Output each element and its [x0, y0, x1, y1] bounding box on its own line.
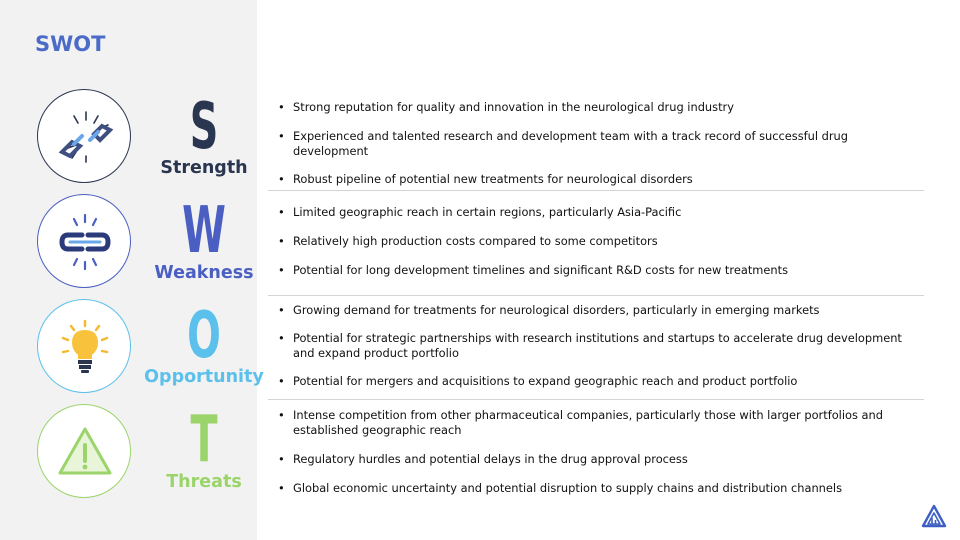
- company-logo-icon: [921, 504, 947, 528]
- opportunity-bullet-2: • Potential for strategic partnerships with research institutions and startups to accelerate drug development and expand product portfolio: [278, 331, 918, 361]
- strength-word: Strength: [160, 158, 248, 178]
- divider-1: [268, 190, 924, 191]
- opportunity-word: Opportunity: [144, 367, 264, 387]
- opportunity-bullet-3: • Potential for mergers and acquisitions to expand geographic reach and product portfolio: [278, 374, 918, 389]
- strength-icon-circle: [37, 89, 131, 183]
- strength-bullet-2: • Experienced and talented research and development team with a track record of successful drug development: [278, 129, 918, 159]
- threats-bullet-2: • Regulatory hurdles and potential delays in the drug approval process: [278, 452, 918, 467]
- page-title: SWOT: [35, 32, 106, 56]
- strength-bullet-1: • Strong reputation for quality and innovation in the neurological drug industry: [278, 100, 918, 115]
- opportunity-icon-circle: [37, 299, 131, 393]
- strength-letter: S: [189, 90, 219, 164]
- threats-bullet-3: • Global economic uncertainty and potential disruption to supply chains and distribution channels: [278, 481, 918, 496]
- weakness-bullet-3: • Potential for long development timelines and significant R&D costs for new treatments: [278, 263, 918, 278]
- strength-bullets: [278, 100, 918, 187]
- strength-bullet-3: • Robust pipeline of potential new treatments for neurological disorders: [278, 172, 918, 187]
- divider-3: [268, 399, 924, 400]
- threats-icon-circle: [37, 404, 131, 498]
- broken-chain-icon: [38, 90, 132, 184]
- weak-link-icon: [38, 195, 132, 289]
- threats-bullets: [278, 408, 918, 496]
- opportunity-letter: O: [187, 299, 221, 373]
- divider-2: [268, 295, 924, 296]
- weakness-letter: W: [182, 194, 226, 268]
- weakness-icon-circle: [37, 194, 131, 288]
- opportunity-bullet-1: • Growing demand for treatments for neurological disorders, particularly in emerging markets: [278, 303, 918, 318]
- threats-word: Threats: [166, 472, 242, 492]
- weakness-word: Weakness: [154, 263, 254, 283]
- threats-bullet-1: • Intense competition from other pharmaceutical companies, particularly those with larger portfolios and established geographic reach: [278, 408, 918, 438]
- opportunity-bullets: [278, 303, 918, 389]
- weakness-bullets: [278, 205, 918, 278]
- warning-triangle-icon: [38, 405, 132, 499]
- threats-letter: T: [190, 403, 218, 477]
- light-bulb-icon: [38, 300, 132, 394]
- weakness-bullet-2: • Relatively high production costs compared to some competitors: [278, 234, 918, 249]
- weakness-bullet-1: • Limited geographic reach in certain regions, particularly Asia-Pacific: [278, 205, 918, 220]
